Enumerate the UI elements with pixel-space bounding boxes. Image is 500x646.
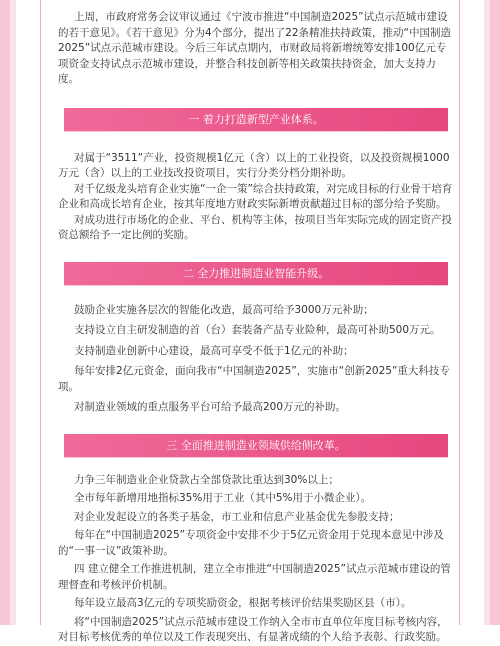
paragraph: 支持制造业创新中心建设，最高可享受不低于1亿元的补助； xyxy=(74,344,354,357)
paragraph: 每年在“中国制造2025”专项资金中安排不少于5亿元资金用于兑现本意见中涉及的“一事一议”政策补助。 xyxy=(58,529,444,557)
section-header-1: 一 着力打造新型产业体系。 xyxy=(64,108,448,131)
section-1-body xyxy=(58,151,454,244)
section-2-body xyxy=(58,303,454,416)
paragraph: 鼓励企业实施各层次的智能化改造，最高可给予3000万元补助； xyxy=(74,303,374,316)
paragraph: 四 建立健全工作推进机制，建立全市推进“中国制造2025”试点示范城市建设的管理督查和考核评价机制。 xyxy=(58,563,451,591)
paragraph: 支持设立自主研发制造的首（台）套装备产品专业险种，最高可补助500万元。 xyxy=(74,324,441,336)
paragraph: 每年设立最高3亿元的专项奖励资金，根据考核评价结果奖励区县（市）。 xyxy=(74,597,412,609)
paragraph: 对属于“3511”产业，投资规模1亿元（含）以上的工业投资，以及投资规模1000万元（含）以上的工业技改投资项目，实行分类分档分期补助。 xyxy=(58,151,450,179)
section-3-body xyxy=(58,473,454,646)
paragraph: 对千亿级龙头培育企业实施“一企一策”综合扶持政策，对完成目标的行业骨干培育企业和高成长培育企业，按其年度地方财政实际新增贡献超过目标的部分给予奖励。 xyxy=(58,182,453,210)
left-decorative-stripe xyxy=(0,0,16,625)
paragraph: 对企业发起设立的各类子基金，市工业和信息产业基金优先参股支持； xyxy=(74,510,400,523)
paragraph: 每年安排2亿元资金，面向我市“中国制造2025”，实施市“创新2025”重大科技专项。 xyxy=(58,365,450,393)
intro-block xyxy=(58,10,454,88)
paragraph: 对制造业领域的重点服务平台可给予最高200万元的补助。 xyxy=(74,401,347,413)
paragraph: 全市每年新增用地指标35%用于工业（其中5%用于小微企业）。 xyxy=(74,492,372,504)
right-decorative-stripe xyxy=(484,0,500,625)
section-header-2: 二 全力推进制造业智能升级。 xyxy=(64,262,448,285)
paragraph: 对成功进行市场化的企业、平台、机构等主体，按项目当年实际完成的固定资产投资总额给予一定比例的奖励。 xyxy=(58,213,452,241)
paragraph: 将“中国制造2025”试点示范城市建设工作纳入全市市直单位年度目标考核内容，对目标考核优秀的单位以及工作表现突出、有显著成绩的个人给予表彰、行政奖励。 xyxy=(58,615,448,643)
article-content xyxy=(58,0,454,646)
intro-paragraph: 上周，市政府常务会议审议通过《宁波市推进“中国制造2025”试点示范城市建设的若干意见》。《若干意见》分为4个部分，提出了22条精准扶持政策，推动“中国制造2025”试点示范城市建设。今后三年试点期内，市财政局将新增统筹安排100亿元专项资金支持试点示范城市建设，并整合科技创新等相关政策扶持资金，加大支持力度。 xyxy=(58,11,451,85)
paragraph: 力争三年制造业企业贷款占全部贷款比重达到30%以上； xyxy=(74,473,339,486)
section-header-3: 三 全面推进制造业领域供给侧改革。 xyxy=(64,434,448,457)
